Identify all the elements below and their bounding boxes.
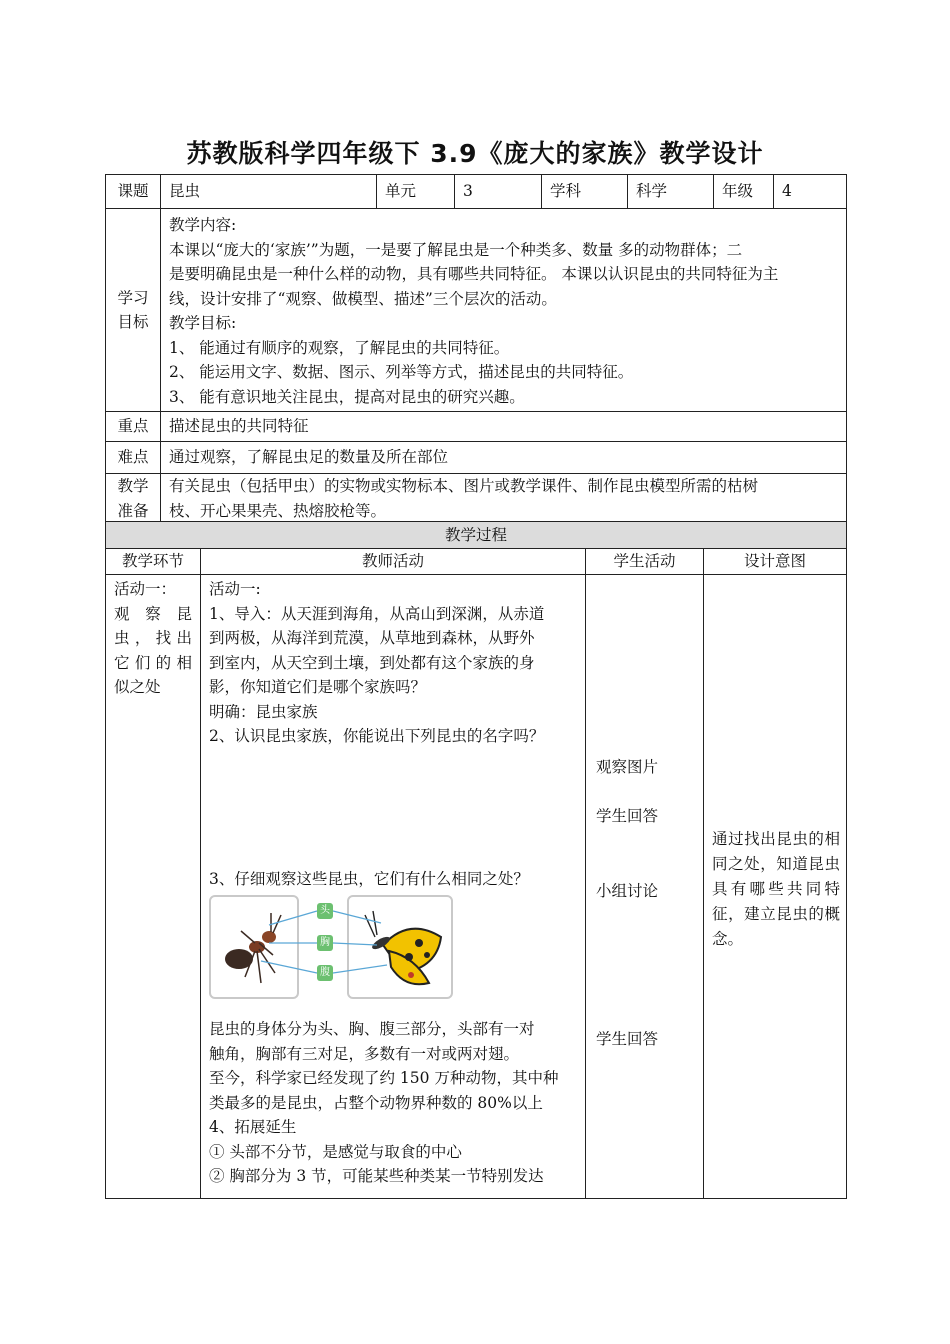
content-line: 线，设计安排了“观察、做模型、描述”三个层次的活动。: [169, 289, 557, 308]
thorax-tag: 胸: [317, 935, 333, 951]
image-placeholder-space: [209, 749, 577, 867]
goals-label: [106, 209, 161, 412]
abdomen-tag: 腹: [317, 965, 333, 981]
column-teacher: 教师活动: [201, 549, 586, 575]
activity-one-row: [106, 575, 847, 1199]
stage-line: 虫，找出: [114, 629, 192, 647]
teacher-line: 昆虫的身体分为头、胸、腹三部分，头部有一对: [209, 1020, 535, 1038]
teacher-line: 2、认识昆虫家族，你能说出下列昆虫的名字吗？: [209, 727, 545, 745]
process-header-row: [106, 522, 847, 549]
student-activity: 小组讨论: [596, 882, 659, 900]
teacher-line: 类最多的是昆虫，占整个动物界种数的 80%以上: [209, 1093, 543, 1112]
objectives-title: 教学目标:: [169, 314, 237, 332]
difficulty-label: 难点: [106, 442, 161, 474]
subject-value: 科学: [628, 175, 714, 209]
content-title: 教学内容:: [169, 216, 237, 234]
teacher-line: 活动一:: [209, 580, 261, 598]
insect-body-figure: [209, 895, 459, 1005]
head-tag: 头: [317, 903, 333, 919]
teacher-line: 影，你知道它们是哪个家族吗？: [209, 678, 427, 696]
key-point-value: 描述昆虫的共同特征: [161, 412, 847, 442]
preparation-line: 有关昆虫（包括甲虫）的实物或实物标本、图片或教学课件、制作昆虫模型所需的枯树: [169, 477, 759, 495]
column-intent: 设计意图: [704, 549, 847, 575]
student-activity: 学生回答: [596, 807, 659, 825]
unit-value: 3: [455, 175, 542, 209]
goals-content: [161, 209, 847, 412]
subject-label: 学科: [542, 175, 628, 209]
content-line: 是要明确昆虫是一种什么样的动物，具有哪些共同特征。 本课以认识昆虫的共同特征为主: [169, 265, 779, 283]
content-line: 本课以“庞大的‘家族’”为题，一是要了解昆虫是一个种类多、数量 多的动物群体；二: [169, 240, 743, 259]
process-columns-row: [106, 549, 847, 575]
teacher-line: ① 头部不分节，是感觉与取食的中心: [209, 1142, 462, 1161]
key-point-row: [106, 412, 847, 442]
info-row: [106, 175, 847, 209]
preparation-label-line2: 准备: [117, 501, 149, 520]
topic-label: 课题: [106, 175, 161, 209]
stage-cell: [106, 575, 201, 1199]
teacher-line: 至今，科学家已经发现了约 150 万种动物，其中种: [209, 1069, 559, 1087]
goals-label-line1: 学习: [117, 288, 149, 307]
column-stage: 教学环节: [106, 549, 201, 575]
unit-label: 单元: [377, 175, 455, 209]
stage-line: 活动一：: [114, 580, 177, 598]
preparation-row: [106, 474, 847, 524]
teacher-line: 到两极，从海洋到荒漠，从草地到森林，从野外: [209, 629, 535, 647]
grade-value: 4: [774, 175, 847, 209]
lesson-info-table: [105, 174, 847, 524]
preparation-value: [161, 474, 847, 524]
teacher-line: 1、导入：从天涯到海角，从高山到深渊，从赤道: [209, 604, 545, 623]
teacher-line: 明确：昆虫家族: [209, 702, 318, 721]
stage-line: 观 察 昆: [114, 604, 192, 623]
objective-item: 1、 能通过有顺序的观察，了解昆虫的共同特征。: [169, 338, 510, 357]
connector-lines: [209, 895, 459, 1005]
teacher-line: 触角，胸部有三对足，多数有一对或两对翅。: [209, 1044, 520, 1063]
difficulty-row: [106, 442, 847, 474]
teacher-cell: [201, 575, 586, 1199]
teacher-line: 4、拓展延生: [209, 1118, 297, 1136]
preparation-line: 枝、开心果果壳、热熔胶枪等。: [169, 501, 387, 520]
student-cell: [586, 575, 704, 1199]
grade-label: 年级: [714, 175, 774, 209]
student-activity: 观察图片: [596, 758, 659, 776]
goals-label-line2: 目标: [117, 313, 149, 331]
stage-line: 似之处: [114, 678, 161, 696]
teacher-line: 到室内，从天空到土壤，到处都有这个家族的身: [209, 653, 535, 672]
stage-line: 它们的相: [114, 653, 192, 672]
key-point-label: 重点: [106, 412, 161, 442]
page-title: 苏教版科学四年级下 3.9《庞大的家族》教学设计: [186, 139, 764, 168]
topic-value: 昆虫: [161, 175, 377, 209]
design-intent: 通过找出昆虫的相同之处，知道昆虫具有哪些共同特征，建立昆虫的概念。: [712, 830, 840, 948]
process-table: [105, 521, 847, 1199]
teacher-step3: 3、仔细观察这些昆虫，它们有什么相同之处？: [209, 869, 529, 888]
column-student: 学生活动: [586, 549, 704, 575]
objective-item: 3、 能有意识地关注昆虫，提高对昆虫的研究兴趣。: [169, 387, 525, 406]
student-activity: 学生回答: [596, 1030, 659, 1048]
preparation-label: [106, 474, 161, 524]
process-header: 教学过程: [106, 522, 847, 549]
difficulty-value: 通过观察，了解昆虫足的数量及所在部位: [161, 442, 847, 474]
intent-cell: [704, 575, 847, 1199]
teacher-line: ② 胸部分为 3 节，可能某些种类某一节特别发达: [209, 1167, 544, 1185]
preparation-label-line1: 教学: [117, 477, 149, 495]
objective-item: 2、 能运用文字、数据、图示、列举等方式，描述昆虫的共同特征。: [169, 363, 634, 381]
goals-row: [106, 209, 847, 412]
